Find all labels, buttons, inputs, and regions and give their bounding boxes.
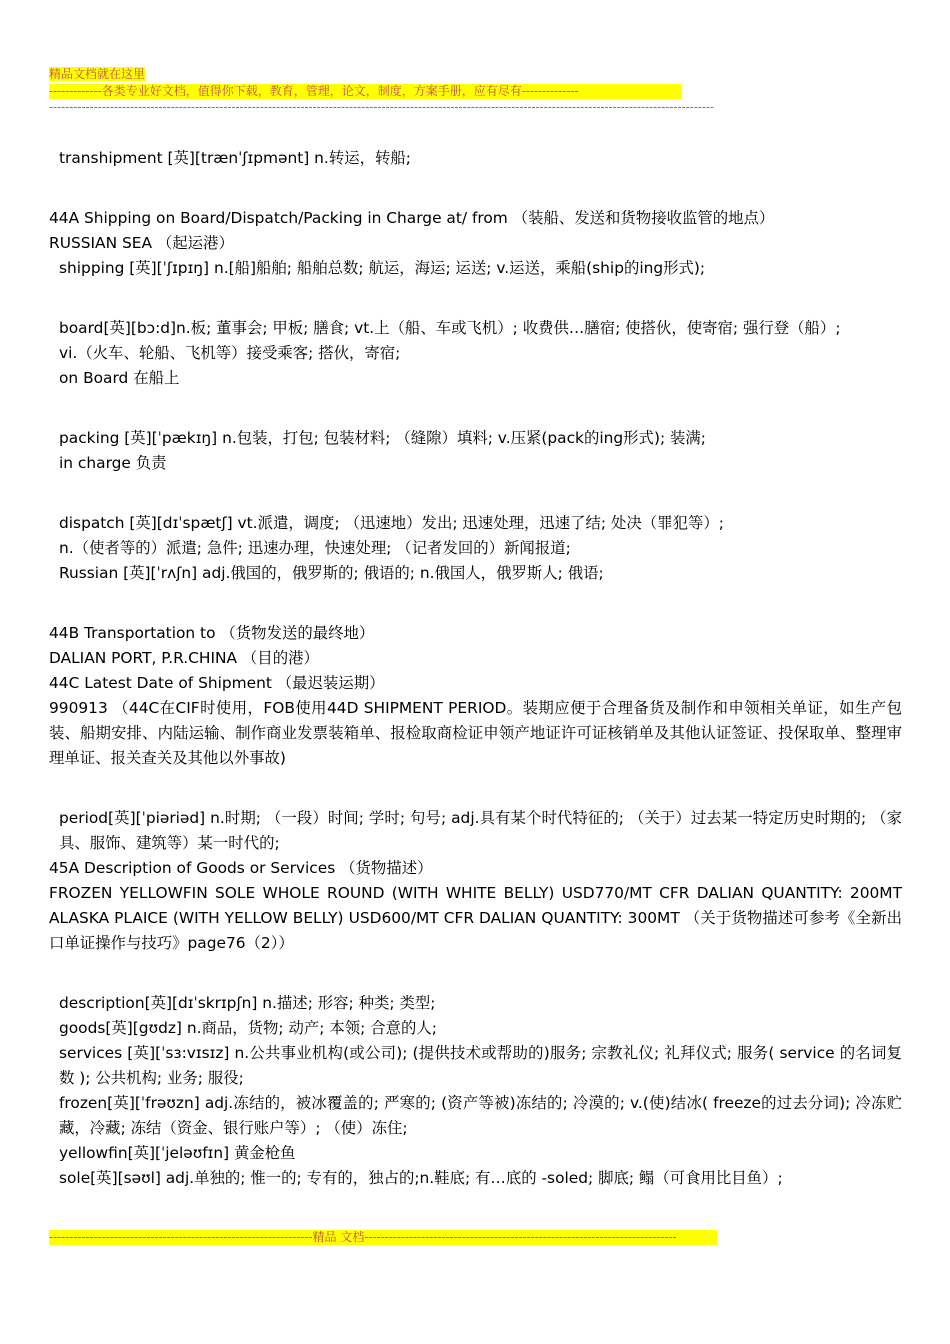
term-transhipment: transhipment [英][trænˈʃɪpmənt] n.转运，转船;	[59, 149, 411, 167]
term-goods: goods[英][gʊdz] n.商品，货物; 动产; 本领; 合意的人;	[59, 1019, 437, 1037]
field-44b-value: DALIAN PORT, P.R.CHINA （目的港）	[49, 649, 319, 667]
header-title-text: 精品文档就在这里	[49, 67, 146, 81]
field-45a-heading: 45A Description of Goods or Services （货物描述）	[49, 859, 433, 877]
field-44a-value: RUSSIAN SEA （起运港）	[49, 234, 234, 252]
field-44b-heading: 44B Transportation to （货物发送的最终地）	[49, 624, 375, 642]
term-dispatch: dispatch [英][dɪˈspætʃ] vt.派遣，调度; （迅速地）发出; 迅速处理，迅速了结; 处决（罪犯等）;	[59, 514, 724, 532]
field-45a-value: FROZEN YELLOWFIN SOLE WHOLE ROUND (WITH WHITE BELLY) USD770/MT CFR DALIAN QUANTITY: 200MT ALASKA PLAICE (WITH YELLOW BELLY) USD600/MT CFR DALIAN QUANTITY: 300MT （关于货物描述可参考《全新出口单证操作与技巧》page76（2））	[49, 884, 902, 952]
header-divider: --------------------------------------------------------------------------------------------------------------------------------------------------------------------	[49, 100, 714, 114]
field-44c-value: 990913 （44C在CIF时使用，FOB使用44D SHIPMENT PERIOD。装期应便于合理备货及制作和申领相关单证，如生产包装、船期安排、内陆运输、制作商业发票装箱单、报检取商检证申领产地证许可证核销单及其他认证签证、投保取单、整理审理单证、报关查关及其他以外事故)	[49, 699, 902, 767]
term-period: period[英][ˈpiəriəd] n.时期; （一段）时间; 学时; 句号; adj.具有某个时代特征的; （关于）过去某一特定历史时期的; （家具、服饰、建筑等）某一时代的;	[59, 809, 902, 852]
term-yellowfin: yellowfin[英][ˈjeləʊfɪn] 黄金枪鱼	[59, 1144, 296, 1162]
document-body	[49, 146, 902, 1191]
term-frozen: frozen[英][ˈfrəʊzn] adj.冻结的，被冰覆盖的; 严寒的; (资产等被)冻结的; 冷漠的; v.(使)结冰( freeze的过去分词); 冷冻贮藏，冷藏; 冻结（资金、银行账户等）; （使）冻住;	[59, 1094, 902, 1137]
footer-banner: -----------------------------------------------------------------精品 文档-----------------------------------------------------------------------------	[49, 1230, 717, 1245]
term-on-board: on Board 在船上	[59, 369, 180, 387]
term-services: services [英][ˈsɜ:vɪsɪz] n.公共事业机构(或公司); (提供技术或帮助的)服务; 宗教礼仪; 礼拜仪式; 服务( service 的名词复数 ); 公共机构; 业务; 服役;	[59, 1044, 902, 1087]
field-44c-heading: 44C Latest Date of Shipment （最迟装运期）	[49, 674, 385, 692]
term-dispatch-cont: n.（使者等的）派遣; 急件; 迅速办理，快速处理; （记者发回的）新闻报道;	[59, 539, 571, 557]
header-title	[49, 67, 145, 82]
term-description: description[英][dɪˈskrɪpʃn] n.描述; 形容; 种类; 类型;	[59, 994, 436, 1012]
term-board: board[英][bɔ:d]n.板; 董事会; 甲板; 膳食; vt.上（船、车或飞机）; 收费供…膳宿; 使搭伙，使寄宿; 强行登（船）;	[59, 319, 841, 337]
term-sole: sole[英][səʊl] adj.单独的; 惟一的; 专有的，独占的;n.鞋底; 有…底的 -soled; 脚底; 鳎（可食用比目鱼）;	[59, 1169, 783, 1187]
term-shipping: shipping [英][ˈʃɪpɪŋ] n.[船]船舶; 船舶总数; 航运，海运; 运送; v.运送，乘船(ship的ing形式);	[59, 259, 706, 277]
term-in-charge: in charge 负责	[59, 454, 167, 472]
term-russian: Russian [英][ˈrʌʃn] adj.俄国的，俄罗斯的; 俄语的; n.俄国人，俄罗斯人; 俄语;	[59, 564, 604, 582]
term-board-cont: vi.（火车、轮船、飞机等）接受乘客; 搭伙，寄宿;	[59, 344, 401, 362]
field-44a-heading: 44A Shipping on Board/Dispatch/Packing in Charge at/ from （装船、发送和货物接收监管的地点）	[49, 209, 775, 227]
header-slogan: -------------各类专业好文档，值得你下载，教育，管理，论文，制度，方案手册，应有尽有--------------	[49, 84, 681, 99]
term-packing: packing [英][ˈpækɪŋ] n.包装，打包; 包装材料; （缝隙）填料; v.压紧(pack的ing形式); 装满;	[59, 429, 706, 447]
